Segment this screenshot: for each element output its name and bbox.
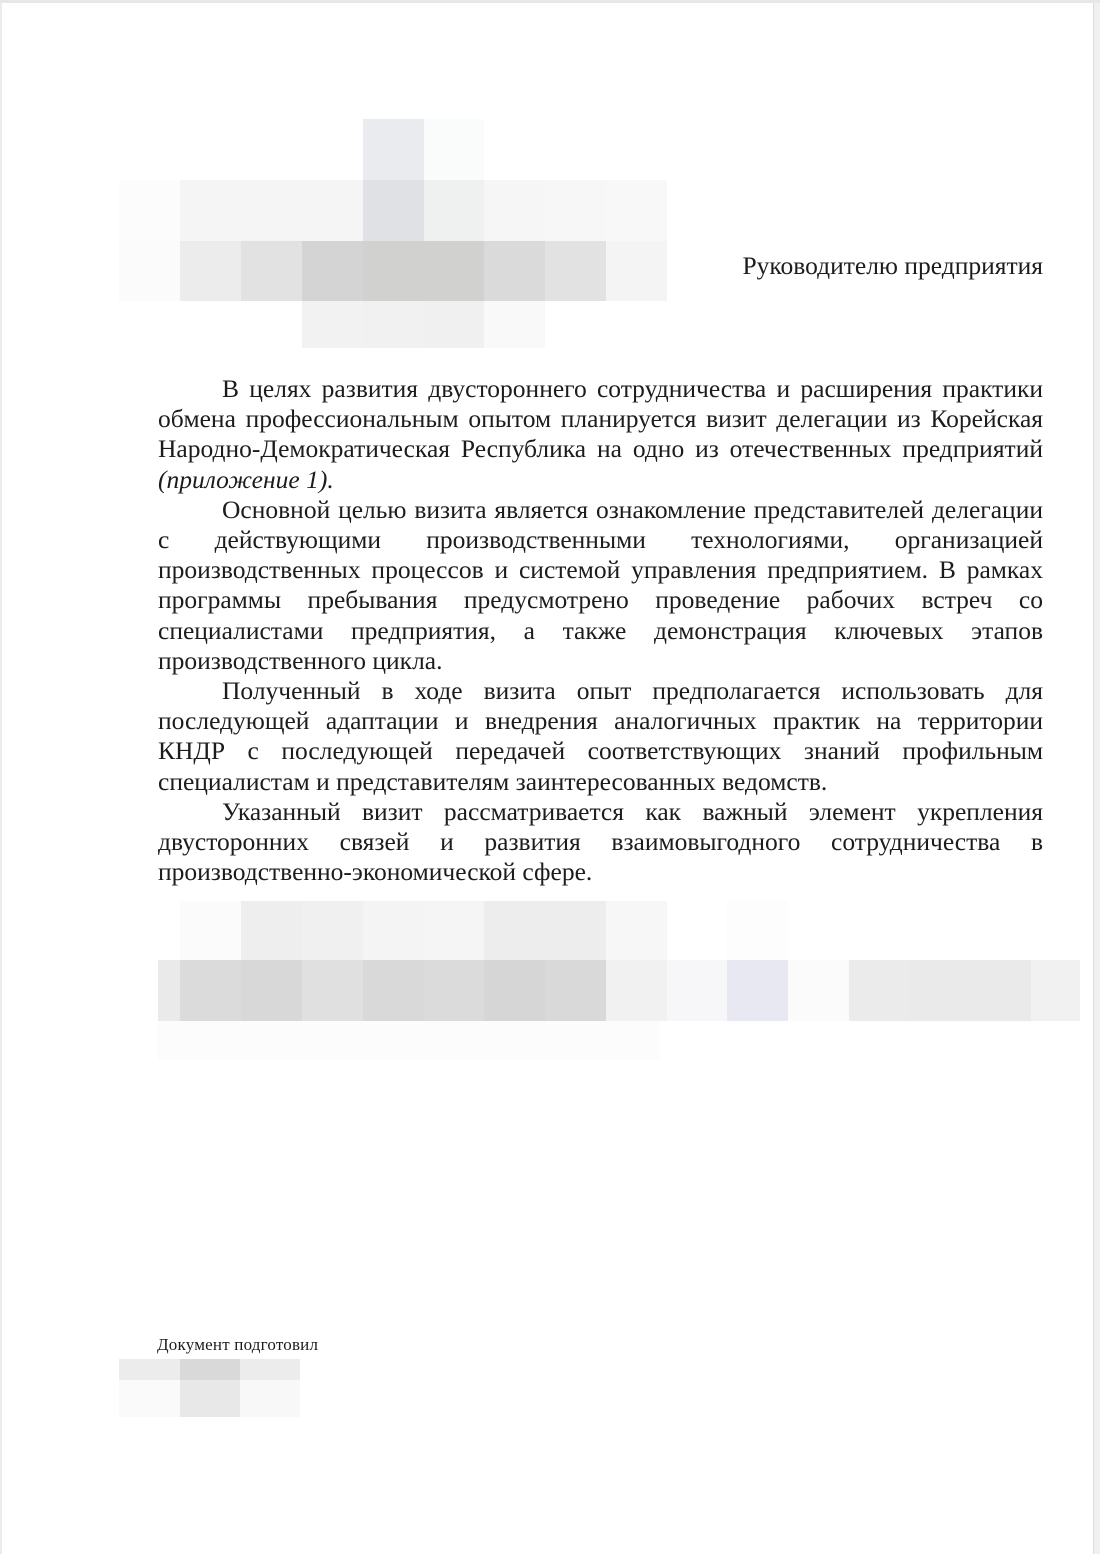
paragraph-1-italic-note: (приложение 1). (158, 464, 334, 494)
redacted-block (180, 901, 241, 960)
redacted-block (484, 301, 545, 348)
redacted-block (119, 241, 180, 301)
redacted-block (849, 960, 909, 1021)
redacted-block (119, 1359, 180, 1380)
page-left-edge (0, 3, 2, 1554)
redacted-block (180, 241, 241, 301)
body-text (158, 374, 1043, 887)
redacted-block (424, 301, 484, 348)
redacted-block (606, 180, 667, 241)
redacted-block (363, 301, 424, 348)
paragraph-1-text: В целях развития двустороннего сотрудничества и расширения практики обмена профессиональным опытом планируется визит делегации из Корейская Народно-Демократическая Республика на одно из отечественных предприятий (158, 374, 1043, 464)
redacted-block (545, 180, 606, 241)
redacted-block (158, 1021, 660, 1060)
redacted-block (484, 960, 545, 1021)
redacted-block (1031, 960, 1080, 1021)
addressee-line: Руководителю предприятия (742, 251, 1043, 280)
redacted-block (302, 301, 363, 348)
paragraph-1 (158, 374, 1043, 495)
redacted-block (484, 901, 606, 960)
redacted-block (363, 901, 424, 960)
redacted-block (363, 241, 484, 301)
redacted-block (424, 119, 484, 180)
redacted-block (240, 1380, 300, 1417)
paragraph-4: Указанный визит рассматривается как важный элемент укрепления двусторонних связей и развития взаимовыгодного сотрудничества в производственно-экономической сфере. (158, 796, 1043, 887)
redacted-block (119, 1380, 180, 1417)
page-top-edge (0, 0, 1100, 3)
redacted-block (240, 1359, 300, 1380)
redacted-block (363, 119, 424, 180)
page-right-edge (1093, 3, 1100, 1554)
redacted-block (302, 241, 363, 301)
redacted-block (241, 241, 302, 301)
paragraph-2: Основной целью визита является ознакомление представителей делегации с действующими производственными технологиями, организацией производственных процессов и системой управления предприятием. В рамках программы пребывания предусмотрено проведение рабочих встреч со специалистами предприятия, а также демонстрация ключевых этапов производственного цикла. (158, 494, 1043, 675)
redacted-block (424, 180, 484, 241)
redacted-block (788, 960, 849, 1021)
prepared-by-label: Документ подготовил (157, 1335, 319, 1354)
redacted-block (241, 960, 302, 1021)
redacted-block (119, 180, 180, 241)
redacted-block (363, 180, 424, 241)
redacted-block (180, 1380, 240, 1417)
redacted-block (909, 960, 1031, 1021)
redacted-block (606, 960, 667, 1021)
redacted-block (484, 180, 545, 241)
redacted-block (158, 960, 180, 1021)
redacted-block (424, 960, 484, 1021)
redacted-block (667, 960, 727, 1021)
redacted-block (363, 960, 424, 1021)
redacted-block (727, 960, 788, 1021)
redacted-block (424, 901, 484, 960)
redacted-block (302, 960, 363, 1021)
redacted-block (545, 241, 606, 301)
redacted-block (727, 901, 788, 960)
redacted-block (545, 960, 606, 1021)
redacted-block (241, 901, 302, 960)
redacted-block (180, 960, 241, 1021)
redacted-block (606, 241, 667, 301)
redacted-block (180, 1359, 240, 1380)
paragraph-3: Полученный в ходе визита опыт предполагается использовать для последующей адаптации и внедрения аналогичных практик на территории КНДР с последующей передачей соответствующих знаний профильным специалистам и представителям заинтересованных ведомств. (158, 676, 1043, 796)
redacted-block (180, 180, 363, 241)
redacted-block (484, 241, 545, 301)
redacted-block (302, 901, 363, 960)
redacted-block (606, 901, 667, 960)
